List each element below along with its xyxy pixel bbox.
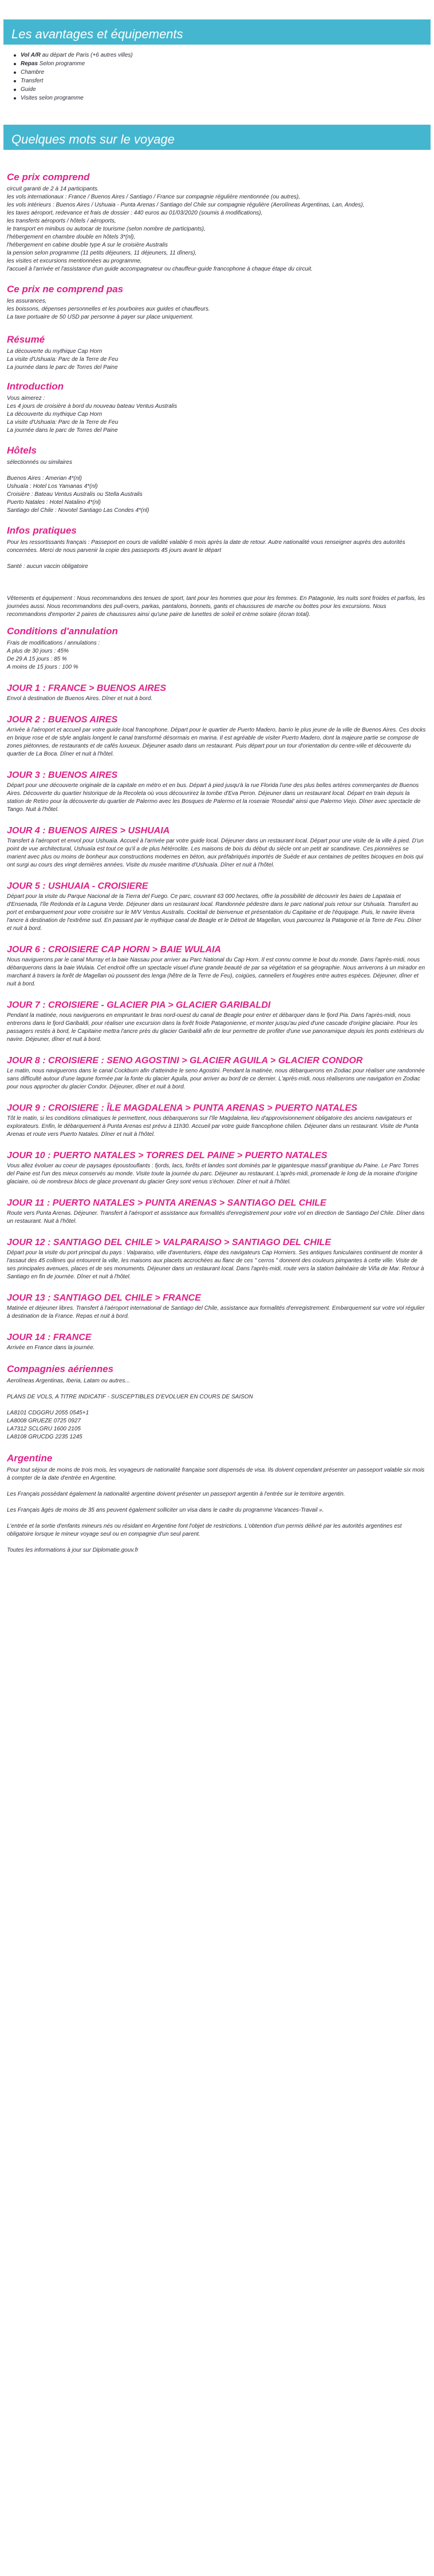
- spacer: [7, 1091, 427, 1103]
- practical-passport: Pour les ressortissants français : Passeport en cours de validité valable 6 mois après la date de retour. Autre nationalité vous renseigner auprès des autorités concernées. Merci de nous parvenir la copie des passeports 45 jours avant le départ: [7, 539, 405, 554]
- day-text: Route vers Punta Arenas. Déjeuner. Transfert à l'aéroport et assistance aux formalités d'enregistrement pour votre vol en direction de Santiago Del Chile. Dîner dans un restaurant. Nuit à l'hôtel.: [7, 1210, 425, 1225]
- spacer: [7, 1139, 427, 1150]
- not-included-line: La taxe portuaire de 50 USD par personne à payer sur place uniquement.: [7, 314, 194, 320]
- day-title: JOUR 1 : FRANCE > BUENOS AIRES: [7, 683, 167, 693]
- airline-line: PLANS DE VOLS, A TITRE INDICATIF - SUSCEPTIBLES D'EVOLUER EN COURS DE SAISON: [7, 1394, 253, 1400]
- spacer: [7, 988, 427, 1000]
- cancellation-title: Conditions d'annulation: [7, 626, 118, 637]
- equipment-item-text: Guide: [21, 86, 36, 93]
- intro-line: Les 4 jours de croisière à bord du nouveau bateau Ventus Australis: [7, 403, 177, 410]
- spacer: [7, 758, 427, 770]
- hotel-line: Croisière : Bateau Ventus Australis ou Stella Australis: [7, 491, 143, 498]
- included-line: l'hébergement en chambre double en hôtels 3*(nl),: [7, 234, 136, 240]
- spacer: [7, 1514, 427, 1522]
- equipments-banner: Les avantages et équipements: [3, 19, 431, 45]
- cancellation-line: Frais de modifications / annulations :: [7, 640, 100, 646]
- equipment-item-text: au départ de Paris (+6 autres villes): [40, 52, 133, 58]
- equipment-item: [13, 51, 434, 60]
- airline-line: LA7312 SCLGRU 1600 2105: [7, 1426, 81, 1432]
- equipment-item: [13, 94, 434, 103]
- cancellation-line: A plus de 30 jours : 45%: [7, 648, 69, 654]
- spacer: [7, 1044, 427, 1055]
- argentina-info-link: Toutes les informations à jour sur Diplomatie.gouv.fr: [7, 1547, 139, 1553]
- included-line: circuit garanti de 2 à 14 participants.: [7, 186, 99, 192]
- day-title: JOUR 2 : BUENOS AIRES: [7, 715, 118, 725]
- summary-title: Résumé: [7, 334, 45, 345]
- cancellation-line: De 29 A 15 jours : 85 %: [7, 656, 67, 662]
- included-line: le transport en minibus ou autocar de tourisme (selon nombre de participants),: [7, 226, 206, 232]
- equipment-item-text: Visites selon programme: [21, 95, 84, 101]
- day-text: Départ pour la visite du Parque Nacional de la Tierra del Fuego. Ce parc, couvrant 63 000 hectares, offre la possibilité de découvrir les baies de Lapataia et d'Ensenada, l'île Redonda et la Laguna Verde. Déjeuner dans un restaurant local. Randonnée pédestre dans le parc national puis retour sur Ushuaïa. Transfert au port et embarquement pour votre croisière sur le M/V Ventus Australis. Cocktail de bienvenue et présentation du Capitaine et de l'équipage. Puis, le navire lèvera l'ancre à destination de l'extrême sud. En passant par le mythique canal de Beagle et le Détroit de Magellan, vous parcourrez la Patagonie et la Terre de Feu. Dîner et nuit à bord.: [7, 893, 421, 932]
- day-text: Le matin, nous naviguerons dans le canal Cockburn afin d'atteindre le seno Agostini. Pendant la matinée, nous débarquerons en Zodiac pour réaliser une randonnée sans difficulté autour d'une lagune formée par la fonte du glacier Aguila, pour arriver au bord de ce dernier. L'après-midi, nous réaliserons une navigation en Zodiac pour nous approcher du glacier Condor. Déjeuner, dîner et nuit à bord.: [7, 1068, 425, 1090]
- spacer: [7, 571, 427, 595]
- equipment-item: [13, 69, 434, 77]
- airline-line: LA8101 CDGGRU 2055 0545+1: [7, 1410, 89, 1416]
- included-line: les taxes aéroport, redevance et frais de dossier : 440 euros au 01/03/2020 (soumis à modifications),: [7, 210, 263, 216]
- equipment-item-text: Selon programme: [38, 61, 85, 67]
- spacer: [7, 1498, 427, 1506]
- day-title: JOUR 14 : FRANCE: [7, 1333, 92, 1342]
- spacer: [7, 372, 427, 381]
- argentina-title: Argentine: [7, 1453, 53, 1464]
- day-title: JOUR 11 : PUERTO NATALES > PUNTA ARENAS > SANTIAGO DEL CHILE: [7, 1198, 326, 1208]
- airline-line: Aerolíneas Argentinas, Iberia, Latam ou autres...: [7, 1378, 130, 1384]
- equipment-item-bold: Repas: [21, 61, 38, 67]
- day-text: Tôt le matin, si les conditions climatiques le permettent, nous débarquerons sur l'île Magdalena, lieu d'approvisionnement obligatoire des anciens navigateurs et explorateurs. Enfin, le débarquement à Punta Arenas est prévu à 11h30. Accueil par votre guide francophone chilien. Déjeuner dans un restaurant. Visite de Punta Arenas et route vers Puerto Natales. Dîner et nuit à l'hôtel.: [7, 1115, 419, 1138]
- airline-line: LA8108 GRUCDG 2235 1245: [7, 1434, 82, 1440]
- cancellation-line: A moins de 15 jours : 100 %: [7, 664, 78, 670]
- day-title: JOUR 6 : CROISIERE CAP HORN > BAIE WULAIA: [7, 945, 222, 955]
- spacer: [7, 1226, 427, 1237]
- airline-line: [7, 1385, 427, 1393]
- argentina-visa: Pour tout séjour de moins de trois mois, les voyageurs de nationalité française sont dispensés de visa. Ils doivent cependant présenter un passeport valable six mois à compter de la date d'entrée en Argentine.: [7, 1467, 425, 1481]
- not-included-line: les assurances,: [7, 298, 47, 304]
- argentina-minors: L'entrée et la sortie d'enfants mineurs nés ou résidant en Argentine font l'objet de restrictions. L'obtention d'un permis délivré par les autorités argentines est obligatoire lorsque le mineur voyage seul ou en compagnie d'un seul parent.: [7, 1523, 402, 1537]
- day-title: JOUR 3 : BUENOS AIRES: [7, 770, 118, 780]
- hotel-line: Buenos Aires : Amerian 4*(nl): [7, 475, 82, 482]
- spacer: [7, 150, 427, 172]
- spacer: [7, 671, 427, 683]
- hotel-line: Puerto Natales : Hotel Natalino 4*(nl): [7, 499, 101, 506]
- day-text: Vous allez évoluer au coeur de paysages époustouflants : fjords, lacs, forêts et landes sont dominés par le gigantesque massif granitique du Paine. Le Parc Torres del Paine est l'un des mieux conservés au monde. Visite toute la journée du parc. Déjeuner au restaurant. L'après-midi, promenade le long de la moraine d'origine glaciaire, où de nombreux blocs de glace provenant du glacier Grey sont venus s'échouer. Dîner et nuit à l'hôtel.: [7, 1163, 419, 1185]
- day-text: Nous naviguerons par le canal Murray et la baie Nassau pour arriver au Parc National du Cap Horn. Il est connu comme le bout du monde. Dans l'après-midi, nous débarquerons dans la baie Wulaia. Cet endroit offre un spectacle visuel d'une grande beauté de par sa végétation et sa géographie. Nous arriverons à un mirador en marchant à travers la forêt de Magellan où poussent des lenga (hêtre de la Terre de Feu), coigües, canneliers et fougères entre autres espèces. Déjeuner, dîner et nuit à bord.: [7, 957, 425, 987]
- argentina-dual-nationality: Les Français possédant également la nationalité argentine doivent présenter un passeport argentin à l'entrée sur le territoire argentin.: [7, 1491, 345, 1497]
- hotels-title: Hôtels: [7, 445, 37, 456]
- spacer: [7, 814, 427, 825]
- spacer: [7, 1281, 427, 1293]
- equipment-item: [13, 60, 434, 69]
- airline-line: LA8008 GRUEZE 0725 0927: [7, 1418, 81, 1424]
- day-title: JOUR 7 : CROISIERE - GLACIER PIA > GLACIER GARIBALDI: [7, 1000, 271, 1010]
- day-title: JOUR 12 : SANTIAGO DEL CHILE > VALPARAISO > SANTIAGO DEL CHILE: [7, 1238, 331, 1247]
- intro-line: Vous aimerez :: [7, 395, 45, 401]
- spacer: [7, 515, 427, 525]
- spacer: [7, 435, 427, 445]
- hotel-line: Santiago del Chile : Novotel Santiago Las Condes 4*(nl): [7, 507, 149, 514]
- day-text: Envol à destination de Buenos Aires. Dîner et nuit à bord.: [7, 695, 153, 702]
- intro-line: La découverte du mythique Cap Horn: [7, 411, 102, 418]
- equipment-item: [13, 86, 434, 94]
- spacer: [7, 1186, 427, 1198]
- intro-title: Introduction: [7, 381, 64, 392]
- included-line: la pension selon programme (11 petits déjeuners, 11 déjeuners, 11 dîners),: [7, 250, 197, 256]
- included-line: les visites et excursions mentionnées au programme,: [7, 258, 142, 264]
- day-title: JOUR 8 : CROISIERE : SENO AGOSTINI > GLACIER AGUILA > GLACIER CONDOR: [7, 1056, 363, 1066]
- spacer: [7, 1321, 427, 1332]
- included-line: l'accueil à l'arrivée et l'assistance d'un guide accompagnateur ou chauffeur-guide francophone à chaque étape du circuit.: [7, 266, 313, 272]
- hotel-line: Ushuaïa : Hotel Los Yamanas 4*(nl): [7, 483, 98, 490]
- spacer: [7, 555, 427, 563]
- day-text: Arrivée en France dans la journée.: [7, 1345, 95, 1351]
- spacer: [7, 703, 427, 714]
- spacer: [7, 1482, 427, 1490]
- summary-line: La journée dans le parc de Torres del Paine: [7, 364, 118, 371]
- day-title: JOUR 9 : CROISIERE : ÎLE MAGDALENA > PUNTA ARENAS > PUERTO NATALES: [7, 1103, 357, 1113]
- spacer: [7, 273, 427, 284]
- not-included-title: Ce prix ne comprend pas: [7, 284, 124, 295]
- included-title: Ce prix comprend: [7, 172, 90, 182]
- day-text: Pendant la matinée, nous naviguerons en empruntant le bras nord-ouest du canal de Beagle pour entrer et débarquer dans le fjord Pia. Dans l'après-midi, nous entrerons dans le fjord Garibaldi, pour réaliser une excursion dans la forêt froide Patagonienne, et monter jusqu'au pied d'une cascade d'origine glaciaire. Pour les passagers restés à bord, le Capitaine mettra l'ancre près du glacier Garibaldi afin de leur permettre de profiter d'une vue panoramique depuis les ponts extérieurs du navire. Déjeuner, dîner et nuit à bord.: [7, 1012, 424, 1043]
- spacer: [7, 933, 427, 944]
- airlines-title: Compagnies aériennes: [7, 1363, 114, 1374]
- summary-line: La visite d'Ushuaïa: Parc de la Terre de Feu: [7, 356, 119, 363]
- day-text: Transfert à l'aéroport et envol pour Ushuaïa. Accueil à l'arrivée par votre guide local. Déjeuner dans un restaurant local. Départ pour une visite de la ville à pied. D'un point de vue architectural, Ushuaïa est tout ce qu'il a de plus hétéroclite. Les maisons de bois du début du siècle ont un petit air scandinave. Ces pionnières se marient avec plus ou moins de bonheur aux constructions modernes en béton, aux préfabriqués importés de Suède et aux centaines de petites bicoques en bois qui ont surgi au cours des vingt dernières années. Visite du musée maritime d'Ushuaïa. Dîner et nuit à l'hôtel.: [7, 838, 424, 868]
- hotel-line: [7, 467, 427, 475]
- equipment-item-bold: Vol A/R: [21, 52, 41, 58]
- spacer: [7, 1352, 427, 1363]
- spacer: [7, 1441, 427, 1453]
- included-line: les transferts aéroports / hôtels / aéroports,: [7, 218, 116, 224]
- spacer: [7, 869, 427, 881]
- day-text: Départ pour la visite du port principal du pays : Valparaiso, ville d'aventuriers, étape des navigateurs Cap Horniers. Ses antiques funiculaires continuent de monter à l'assaut des 45 collines qui entourent la ville, les maisons aux placets accrochées au flanc de ces " cerros " donnent des couleurs pimpantes à cette ville. Visite de ses principales avenues, places et de ses monuments. Déjeuner dans un restaurant local. Dans l'après-midi, route vers la station balnéaire de Viña de Mar. Retour à Santiago en fin de journée. Dîner et nuit à l'hôtel.: [7, 1250, 424, 1280]
- intro-line: La journée dans le parc de Torres del Paine: [7, 427, 118, 434]
- day-title: JOUR 5 : USHUAIA - CROISIERE: [7, 881, 148, 891]
- day-title: JOUR 10 : PUERTO NATALES > TORRES DEL PAINE > PUERTO NATALES: [7, 1151, 328, 1160]
- day-text: Arrivée à l'aéroport et accueil par votre guide local francophone. Départ pour le quartier de Puerto Madero, barrio le plus jeune de la ville de Buenos Aires. Ces docks en brique rose et de style anglais longent le canal transformé désormais en marina. Il est agréable de visiter Puerto Madero, dont la majeure partie se compose de zones piétonnes, de restaurants et de cafés luxueux. Déjeuner asado dans un restaurant. Puis départ pour un tour d'orientation du centre-ville et découverte du quartier de La Boca. Dîner et nuit à l'hôtel.: [7, 727, 426, 757]
- included-line: les vols internationaux : France / Buenos Aires / Santiago / France sur compagnie régulière mentionnée (ou autres),: [7, 194, 301, 200]
- argentina-working-holiday: Les Français âgés de moins de 35 ans peuvent également solliciter un visa dans le cadre du programme Vacances-Travail ».: [7, 1507, 324, 1513]
- practical-clothing: Vêtements et équipement : Nous recommandons des tenues de sport, tant pour les hommes que pour les femmes. En Patagonie, les nuits sont froides et parfois, les journées aussi. Nous recommandons des pull-overs, parkas, pantalons, bonnets, gants et chaussures de marche ou bottes pour les excursions. Nous recommandons d'emporter 2 paires de chaussures ainsi qu'une paire de lunettes de soleil et crème solaire (écran total).: [7, 595, 425, 618]
- summary-line: La découverte du mythique Cap Horn: [7, 348, 102, 355]
- trip-banner: Quelques mots sur le voyage: [3, 125, 431, 150]
- day-title: JOUR 13 : SANTIAGO DEL CHILE > FRANCE: [7, 1293, 201, 1303]
- spacer: [7, 619, 427, 626]
- intro-line: La visite d'Ushuaïa: Parc de la Terre de Feu: [7, 419, 119, 426]
- spacer: [7, 321, 427, 334]
- equipment-item-text: Transfert: [21, 78, 44, 84]
- day-text: Matinée et déjeuner libres. Transfert à l'aéroport international de Santiago del Chile, assistance aux formalités d'enregistrement. Embarquement sur votre vol régulier à destination de la France. Repas et nuit à bord.: [7, 1305, 425, 1319]
- hotel-line: sélectionnés ou similaires: [7, 459, 72, 466]
- practical-health: Santé : aucun vaccin obligatoire: [7, 563, 88, 570]
- spacer: [7, 1539, 427, 1547]
- day-title: JOUR 4 : BUENOS AIRES > USHUAIA: [7, 826, 170, 836]
- included-line: l'hébergement en cabine double type A sur le croisière Australis: [7, 242, 168, 248]
- equipments-list: [13, 51, 434, 103]
- airline-line: [7, 1401, 427, 1409]
- equipment-item: [13, 77, 434, 86]
- day-text: Départ pour une découverte originale de la capitale en métro et en bus. Départ à pied jusqu'à la rue Florida l'une des plus belles artères commerçantes de Buenos Aires. Découverte du quartier historique de la Recoleta où vous découvrirez la tombe d'Eva Peron. Déjeuner dans un restaurant local. Départ en train depuis la station de Retiro pour la découverte du quartier de Palermo avec les Bosques de Palermo et la roseraie 'Rosedal' ainsi que Palermo Viejo. Dîner avec spectacle de Tango. Nuit à l'hôtel.: [7, 782, 421, 813]
- practical-title: Infos pratiques: [7, 525, 77, 536]
- equipment-item-text: Chambre: [21, 69, 45, 75]
- included-line: les vols intérieurs : Buenos Aires / Ushuaia - Punta Arenas / Santiago del Chile sur compagnie régulière (Aerolíneas Argentinas, Lan, Andes),: [7, 202, 365, 208]
- not-included-line: les boissons, dépenses personnelles et les pourboires aux guides et chauffeurs.: [7, 306, 210, 312]
- trip-content: [0, 150, 434, 1555]
